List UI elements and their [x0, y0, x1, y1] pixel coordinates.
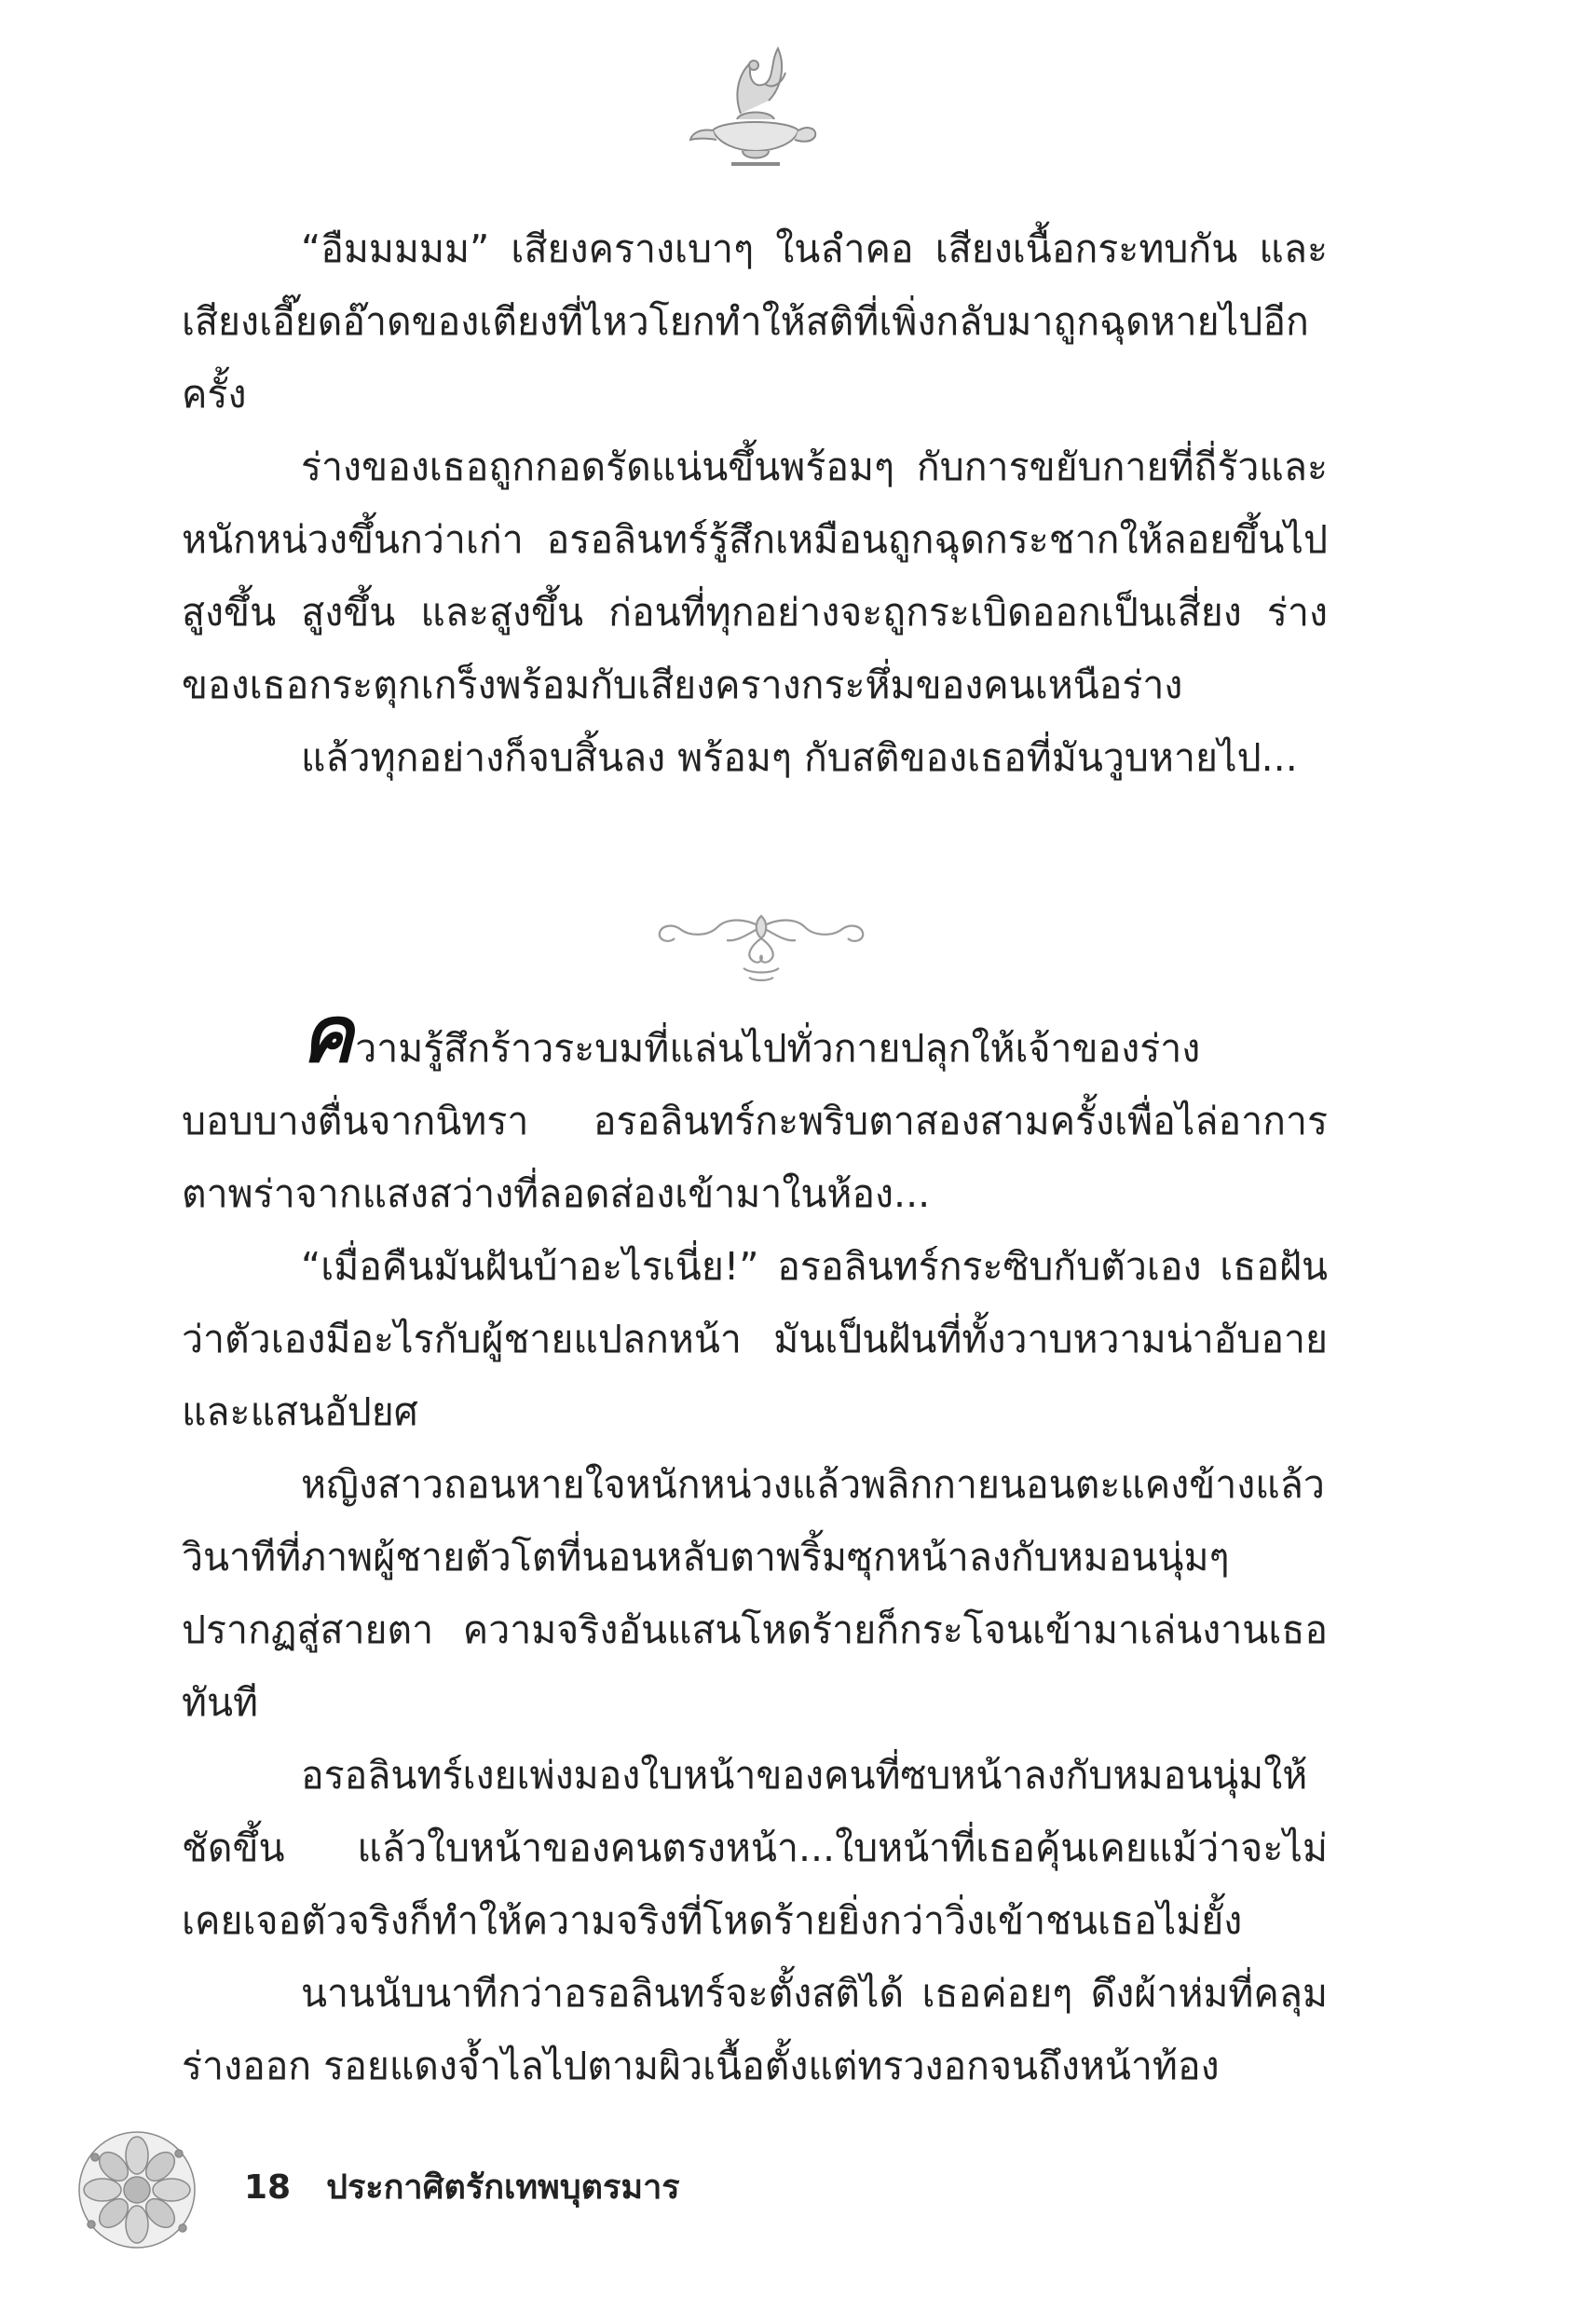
- paragraph: ร่างของเธอถูกกอดรัดแน่นขึ้นพร้อมๆ กับการขยับกายที่ถี่รัวและหนักหน่วงขึ้นกว่าเก่า อรอลินทร์รู้สึกเหมือนถูกฉุดกระชากให้ลอยขึ้นไป สูงขึ้น สูงขึ้น และสูงขึ้น ก่อนที่ทุกอย่างจะถูกระเบิดออกเป็นเสี่ยง ร่างของเธอกระตุกเกร็งพร้อมกับเสียงครางกระหึ่มของคนเหนือร่าง: [182, 444, 1328, 707]
- paragraph: “เมื่อคืนมันฝันบ้าอะไรเนี่ย!” อรอลินทร์กระซิบกับตัวเอง เธอฝันว่าตัวเองมีอะไรกับผู้ชายแปลกหน้า มันเป็นฝันที่ทั้งวาบหวามน่าอับอาย และแสนอัปยศ: [182, 1244, 1328, 1434]
- page-footer: [244, 2160, 680, 2213]
- paragraph: หญิงสาวถอนหายใจหนักหน่วงแล้วพลิกกายนอนตะแคงข้างแล้ววินาทีที่ภาพผู้ชายตัวโตที่นอนหลับตาพริ้มซุกหน้าลงกับหมอนนุ่มๆปรากฏสู่สายตา ความจริงอันแสนโหดร้ายก็กระโจนเข้ามาเล่นงานเธอทันที: [182, 1462, 1328, 1725]
- paragraph: แล้วทุกอย่างก็จบสิ้นลง พร้อมๆ กับสติของเธอที่มันวูบหายไป...: [301, 735, 1298, 780]
- chapter-opening-paragraph: [182, 989, 1328, 1230]
- paragraph: อรอลินทร์เงยเพ่งมองใบหน้าของคนที่ซบหน้าลงกับหมอนนุ่มให้ชัดขึ้น แล้วใบหน้าของคนตรงหน้า...ใบหน้าที่เธอคุ้นเคยแม้ว่าจะไม่เคยเจอตัวจริงก็ทำให้ความจริงที่โหดร้ายยิ่งกว่าวิ่งเข้าชนเธอไม่ยั้ง: [182, 1753, 1328, 1943]
- drop-cap: ค: [301, 989, 354, 1080]
- text-block-2: [182, 989, 1328, 2102]
- paragraph: นานนับนาทีกว่าอรอลินทร์จะตั้งสติได้ เธอค่อยๆ ดึงผ้าห่มที่คลุมร่างออก รอยแดงจ้ำไลไปตามผิวเนื้อตั้งแต่ทรวงอกจนถึงหน้าท้อง: [182, 1971, 1328, 2088]
- paragraph-text: วามรู้สึกร้าวระบมที่แล่นไปทั่วกายปลุกให้เจ้าของร่างบอบบางตื่นจากนิทรา อรอลินทร์กะพริบตาสองสามครั้งเพื่อไล่อาการตาพร่าจากแสงสว่างที่ลอดส่องเข้ามาในห้อง...: [182, 1026, 1328, 1216]
- magic-lamp-icon: [685, 28, 825, 177]
- text-block-1: [182, 212, 1328, 794]
- book-title: ประกาศิตรักเทพบุตรมาร: [326, 2168, 680, 2207]
- flourish-divider-icon: [652, 899, 871, 988]
- page-number: 18: [244, 2168, 292, 2207]
- flower-icon: [67, 2120, 207, 2260]
- paragraph: “อืมมมมม” เสียงครางเบาๆ ในลำคอ เสียงเนื้อกระทบกัน และเสียงเอี๊ยดอ๊าดของเตียงที่ไหวโยกทำให้สติที่เพิ่งกลับมาถูกฉุดหายไปอีกครั้ง: [182, 226, 1328, 417]
